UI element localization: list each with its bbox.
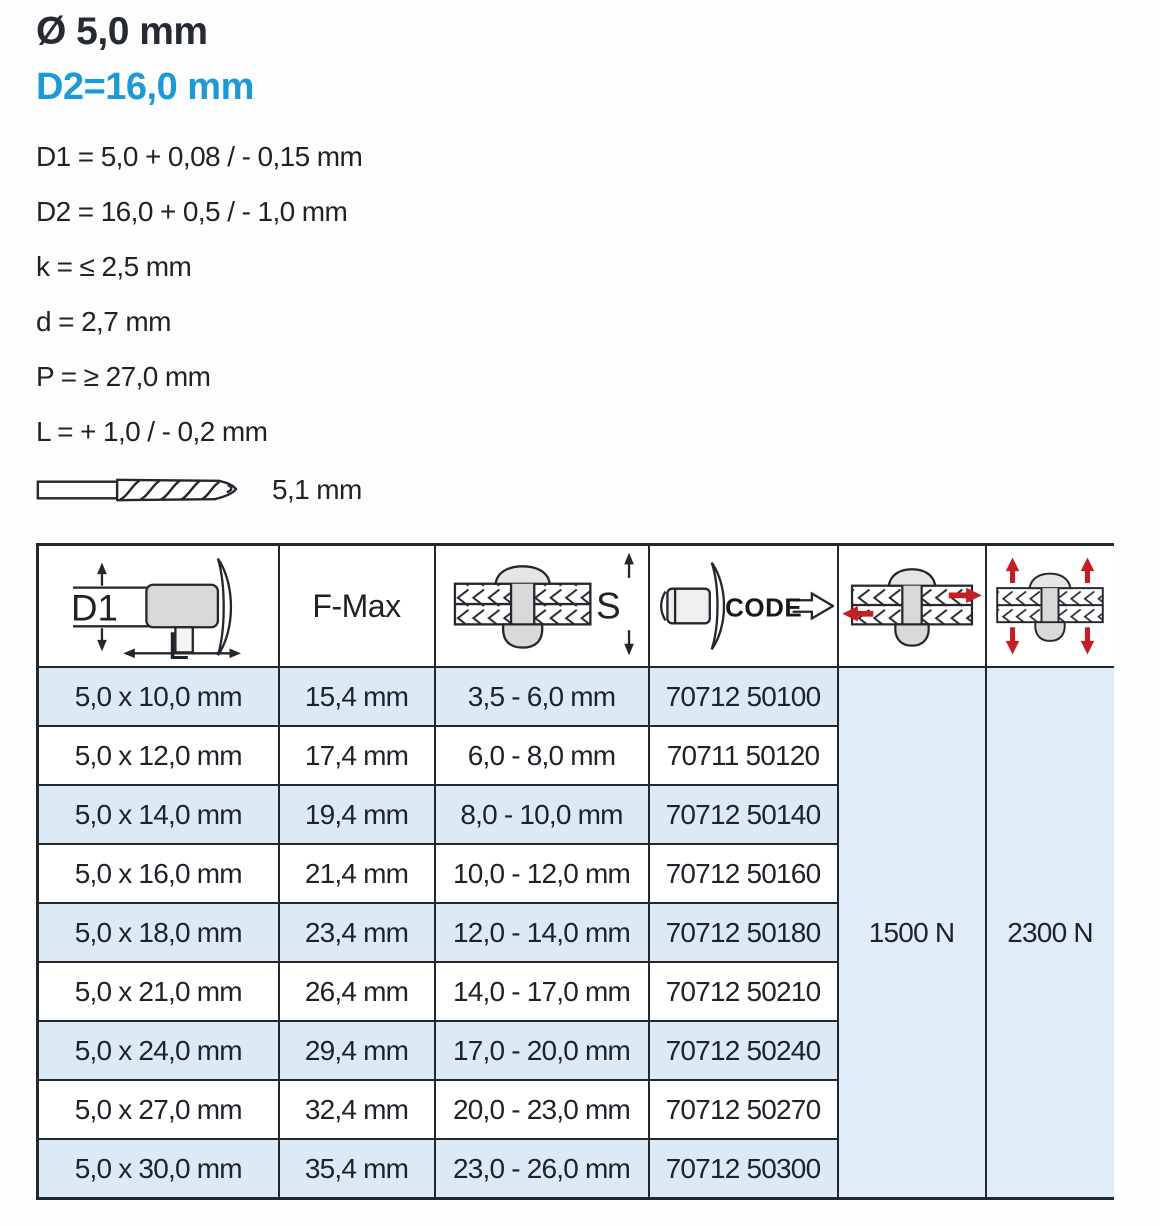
grip-range-cell: 3,5 - 6,0 mm <box>435 667 649 726</box>
spec-d1: D1 = 5,0 + 0,08 / - 0,15 mm <box>36 141 363 172</box>
header-dimensions <box>38 545 279 668</box>
size-cell: 5,0 x 21,0 mm <box>38 962 279 1021</box>
f-max-cell: 35,4 mm <box>279 1139 435 1199</box>
size-cell: 5,0 x 24,0 mm <box>38 1021 279 1080</box>
spec-d2: D2 = 16,0 + 0,5 / - 1,0 mm <box>36 196 348 227</box>
page-subtitle: D2=16,0 mm <box>36 66 254 108</box>
shear-strength-icon <box>839 547 985 665</box>
f-max-cell: 17,4 mm <box>279 726 435 785</box>
drill-size-label: 5,1 mm <box>272 474 362 505</box>
header-f-max <box>279 545 435 668</box>
spec-list <box>36 129 1160 459</box>
f-max-cell: 15,4 mm <box>279 667 435 726</box>
grip-range-cell: 17,0 - 20,0 mm <box>435 1021 649 1080</box>
code-cell: 70712 50270 <box>649 1080 838 1139</box>
shear-strength-value: 1500 N <box>838 667 986 1199</box>
code-icon <box>650 547 837 665</box>
grip-range-cell: 6,0 - 8,0 mm <box>435 726 649 785</box>
spec-k: k = ≤ 2,5 mm <box>36 251 192 282</box>
header-grip-range <box>435 545 649 668</box>
rivet-dimension-icon <box>39 547 278 665</box>
f-max-label: F-Max <box>312 587 401 624</box>
grip-range-cell: 14,0 - 17,0 mm <box>435 962 649 1021</box>
code-cell: 70711 50120 <box>649 726 838 785</box>
f-max-cell: 29,4 mm <box>279 1021 435 1080</box>
f-max-cell: 32,4 mm <box>279 1080 435 1139</box>
drill-bit-icon <box>36 472 248 508</box>
tensile-strength-value: 2300 N <box>986 667 1114 1199</box>
size-cell: 5,0 x 18,0 mm <box>38 903 279 962</box>
code-cell: 70712 50160 <box>649 844 838 903</box>
l-dim-label: L <box>167 625 190 665</box>
size-cell: 5,0 x 30,0 mm <box>38 1139 279 1199</box>
drill-size-row <box>36 466 1160 514</box>
spec-l: L = + 1,0 / - 0,2 mm <box>36 416 268 447</box>
grip-range-cell: 8,0 - 10,0 mm <box>435 785 649 844</box>
grip-range-icon <box>436 547 648 665</box>
table-row <box>38 667 1114 726</box>
header-shear-strength <box>838 545 986 668</box>
f-max-cell: 23,4 mm <box>279 903 435 962</box>
size-cell: 5,0 x 16,0 mm <box>38 844 279 903</box>
size-cell: 5,0 x 10,0 mm <box>38 667 279 726</box>
tensile-strength-icon <box>987 547 1114 665</box>
page-title: Ø 5,0 mm <box>36 10 208 53</box>
s-dim-label: S <box>595 585 621 627</box>
rivet-spec-table <box>36 543 1114 1200</box>
spec-p: P = ≥ 27,0 mm <box>36 361 211 392</box>
code-cell: 70712 50140 <box>649 785 838 844</box>
f-max-cell: 21,4 mm <box>279 844 435 903</box>
code-cell: 70712 50300 <box>649 1139 838 1199</box>
code-cell: 70712 50240 <box>649 1021 838 1080</box>
size-cell: 5,0 x 12,0 mm <box>38 726 279 785</box>
f-max-cell: 19,4 mm <box>279 785 435 844</box>
code-label: CODE <box>725 592 803 623</box>
size-cell: 5,0 x 14,0 mm <box>38 785 279 844</box>
code-cell: 70712 50100 <box>649 667 838 726</box>
header-code <box>649 545 838 668</box>
grip-range-cell: 20,0 - 23,0 mm <box>435 1080 649 1139</box>
grip-range-cell: 10,0 - 12,0 mm <box>435 844 649 903</box>
grip-range-cell: 23,0 - 26,0 mm <box>435 1139 649 1199</box>
size-cell: 5,0 x 27,0 mm <box>38 1080 279 1139</box>
spec-d: d = 2,7 mm <box>36 306 171 337</box>
table-header-row <box>38 545 1114 668</box>
f-max-cell: 26,4 mm <box>279 962 435 1021</box>
header-tensile-strength <box>986 545 1114 668</box>
grip-range-cell: 12,0 - 14,0 mm <box>435 903 649 962</box>
d1-dim-label: D1 <box>71 587 119 629</box>
code-cell: 70712 50180 <box>649 903 838 962</box>
code-cell: 70712 50210 <box>649 962 838 1021</box>
